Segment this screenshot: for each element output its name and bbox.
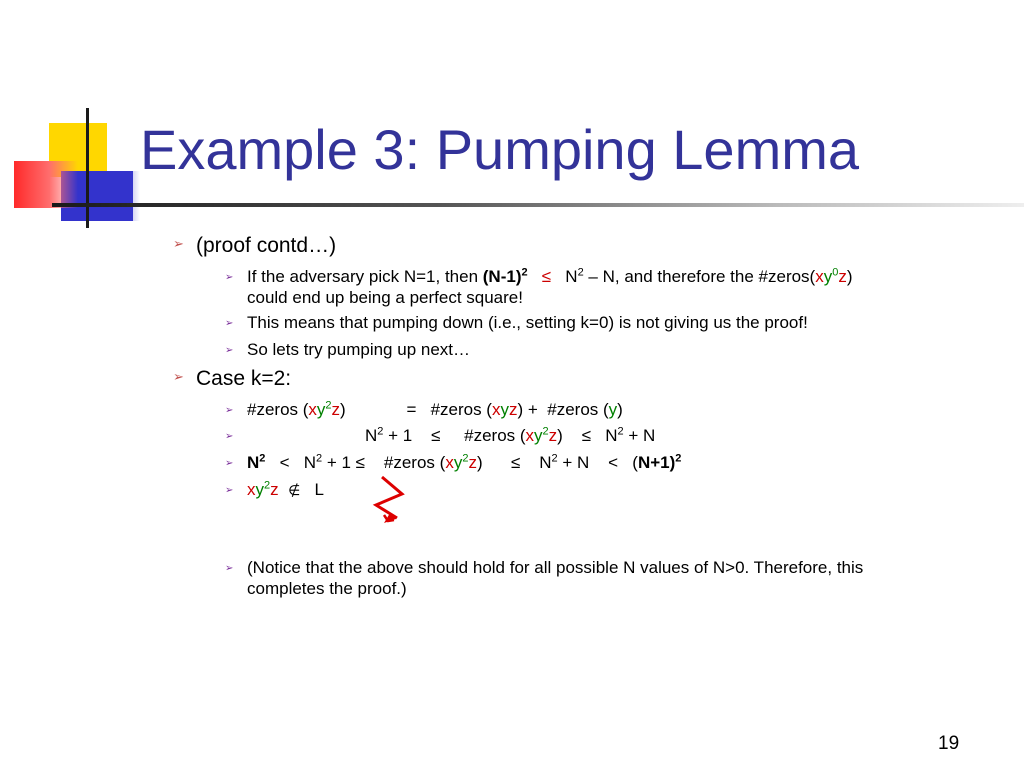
var-z: z [508,400,518,419]
var-y: y [500,400,509,419]
text-segment: ( [632,453,638,472]
bullet-arrow-icon: ➢ [225,485,234,496]
text-segment: #zeros ( [547,400,609,419]
exponent: 2 [264,479,271,492]
bullet-case-k2 [173,367,292,391]
text-segment: ) [340,400,346,419]
bullet-proof-contd [173,234,337,258]
var-x: x [445,453,454,472]
bullet-arrow-icon: ➢ [173,236,184,251]
text-segment: ) + [517,400,538,419]
bullet-adversary [225,266,853,308]
n-minus-1: (N-1) [482,267,522,286]
le-symbol: ≤ [510,453,521,472]
bullet-bound-2 [225,452,682,473]
var-z: z [331,400,341,419]
equals-symbol: = [406,400,417,419]
text-segment: – N, and therefore the #zeros( [583,267,816,286]
bullet-zeros-eq [225,399,623,420]
bullet-arrow-icon: ➢ [173,369,184,384]
exponent: 2 [462,452,469,465]
text-segment: ) [476,453,483,472]
text-segment: ) [617,400,623,419]
text-segment: N [539,453,552,472]
exponent: 2 [542,425,549,438]
text-segment: #zeros ( [247,400,309,419]
exponent: 2 [521,266,528,279]
var-z: z [838,267,847,286]
var-x: x [525,426,535,445]
lt-symbol: < [608,453,619,472]
var-x: x [247,480,256,499]
text-segment: (Notice that the above should hold for all possible N values of N>0. Therefore, this [247,558,864,577]
text-segment: N [247,453,260,472]
contradiction-lightning-icon [370,474,420,526]
var-y: y [608,400,618,419]
text-segment: If the adversary pick N=1, then [247,267,483,286]
text-segment: ) [846,267,853,286]
bullet-text: Case k=2: [196,367,292,390]
var-x: x [491,400,501,419]
var-x: x [308,400,317,419]
text-segment: + N [623,426,656,445]
bullet-notice [225,557,864,599]
bullet-arrow-icon: ➢ [225,272,234,283]
slide-title: Example 3: Pumping Lemma [140,118,860,181]
text-segment: N [303,453,316,472]
exponent: 2 [377,425,384,438]
var-y: y [453,453,463,472]
text-segment: #zeros ( [383,453,446,472]
bullet-arrow-icon: ➢ [225,458,234,469]
text-segment: completes the proof.) [247,579,407,598]
var-y: y [316,400,326,419]
not-in-symbol: ∉ [288,482,301,498]
text-segment: #zeros ( [464,426,526,445]
exponent: 2 [315,452,323,465]
var-x: x [815,267,824,286]
exponent: 2 [577,266,584,279]
bullet-arrow-icon: ➢ [225,345,234,356]
bullet-text: (proof contd…) [196,234,337,257]
bullet-bound-1 [225,425,656,446]
le-symbol: ≤ [541,267,552,286]
exponent: 2 [325,399,332,412]
le-symbol: ≤ [581,426,592,445]
bullet-arrow-icon: ➢ [225,318,234,329]
exponent: 2 [617,425,624,438]
var-y: y [534,426,543,445]
text-segment: #zeros ( [430,400,492,419]
lt-symbol: < [279,453,290,472]
exponent: 2 [675,452,682,465]
exponent: 2 [259,452,266,465]
title-underline [52,203,1024,207]
text-segment: + 1 ≤ [322,453,365,472]
n-plus-1: N+1) [637,453,676,472]
language-L: L [314,480,324,499]
var-y: y [823,267,833,286]
text-segment: could end up being a perfect square! [247,288,523,307]
bullet-arrow-icon: ➢ [225,405,234,416]
var-z: z [270,480,279,499]
text-segment: + N [557,453,590,472]
le-symbol: ≤ [431,426,441,445]
var-y: y [255,480,264,499]
decor-red-square [14,161,78,208]
bullet-text: This means that pumping down (i.e., setting k=0) is not giving us the proof! [247,313,808,332]
bullet-pumping-down [225,312,808,333]
text-segment: N [365,426,378,445]
decor-blue-fade [105,171,140,221]
bullet-arrow-icon: ➢ [225,431,234,442]
text-segment: N [565,267,578,286]
text-segment: ) [557,426,563,445]
exponent: 0 [832,266,839,279]
bullet-pumping-up [225,339,471,360]
bullet-text: So lets try pumping up next… [247,340,471,359]
bullet-not-in-L [225,479,324,501]
exponent: 2 [551,452,558,465]
var-z: z [468,453,477,472]
decor-vertical-line [86,108,89,228]
page-number: 19 [938,733,960,754]
bullet-arrow-icon: ➢ [225,563,234,574]
text-segment: N [605,426,618,445]
text-segment: + 1 [383,426,413,445]
var-z: z [548,426,558,445]
